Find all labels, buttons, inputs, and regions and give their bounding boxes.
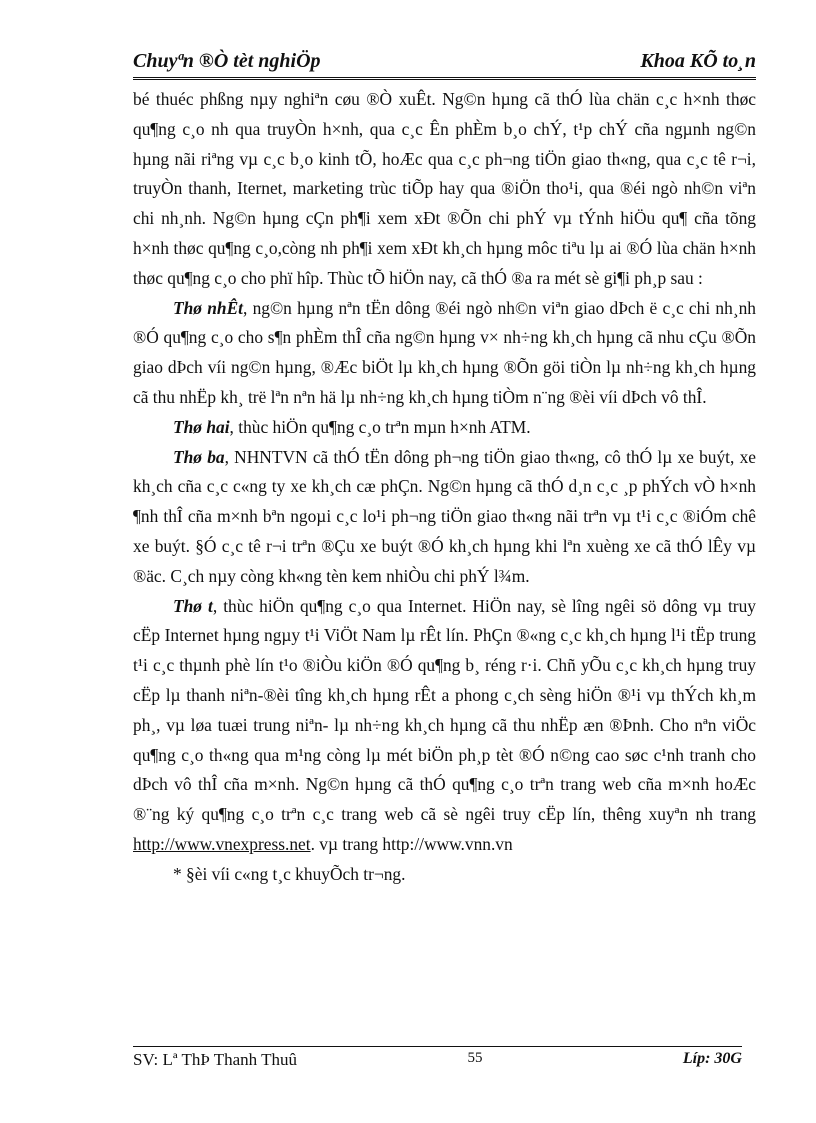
paragraph-fourth xyxy=(133,592,756,860)
paragraph-second xyxy=(133,413,756,443)
footer-class: Líp: 30G xyxy=(682,1050,742,1067)
paragraph-first xyxy=(133,294,756,413)
page-header xyxy=(133,50,756,80)
vnexpress-link[interactable]: http://www.vnexpress.net xyxy=(133,833,311,854)
paragraph-fourth-lead: Thø t xyxy=(173,595,213,616)
footer-divider xyxy=(133,1046,742,1047)
paragraph-promotion-heading: * §èi víi c«ng t¸c khuyÕch tr¬ng. xyxy=(173,863,406,884)
header-faculty: Khoa KÕ to¸n xyxy=(640,50,756,72)
paragraph-third-text: , NHNTVN cã thÓ tËn dông ph¬ng tiÖn giao th«ng, cô thÓ lµ xe buýt, xe kh¸ch cña c¸c c«ng ty xe kh¸ch cæ phÇn. Ng©n hµng cã thÓ d¸n c¸c ¸p phÝch vÒ h×nh ¶nh thÎ cña m×nh bªn ngoµi c¸c lo¹i ph¬ng tiÖn giao th«ng nãi trªn vµ t¹i c¸c ®iÓm chê xe buýt. §Ó c¸c tê r¬i trªn ®Çu xe buýt ®Ó kh¸ch hµng khi lªn xuèng xe cã thÓ lÊy vµ ®äc. C¸ch nµy còng kh«ng tèn kem nhiÒu chi phÝ l¾m. xyxy=(133,446,756,586)
header-thesis-title: Chuyªn ®Ò tèt nghiÖp xyxy=(133,50,321,72)
page-footer xyxy=(133,1050,742,1070)
paragraph-fourth-tail: . vµ trang http://www.vnn.vn xyxy=(310,833,513,854)
paragraph-intro: bé thuéc phßng nµy nghiªn cøu ®Ò xuÊt. Ng©n hµng cã thÓ lùa chän c¸c h×nh thøc qu¶ng c¸o nh qua truyÒn h×nh, qua c¸c Ên phÈm b¸o chÝ, t¹p chÝ cña ngµnh ng©n hµng nãi riªng vµ c¸c b¸o kinh tÕ, hoÆc qua c¸c ph¬ng tiÖn giao th«ng, qua c¸c tê r¬i, truyÒn thanh, Iternet, marketing trùc tiÕp hay qua ®iÖn tho¹i, qua ®éi ngò nh©n viªn chi nh¸nh. Ng©n hµng cÇn ph¶i xem xÐt ®Õn chi phÝ vµ tÝnh hiÖu qu¶ cña tõng h×nh thøc qu¶ng c¸o,còng nh ph¶i xem xÐt kh¸ch hµng môc tiªu lµ ai ®Ó lùa chän h×nh thøc qu¶ng c¸o cho phï hîp. Thùc tÕ hiÖn nay, cã thÓ ®a ra mét sè gi¶i ph¸p sau : xyxy=(133,89,756,288)
paragraph-third xyxy=(133,443,756,592)
document-body xyxy=(133,85,756,890)
page-number: 55 xyxy=(467,1050,483,1066)
paragraph-second-text: , thùc hiÖn qu¶ng c¸o trªn mµn h×nh ATM. xyxy=(229,416,531,437)
paragraph-fourth-text: , thùc hiÖn qu¶ng c¸o qua Internet. HiÖn nay, sè lîng ngêi sö dông vµ truy cËp Internet hµng ngµy t¹i ViÖt Nam lµ rÊt lín. PhÇn ®«ng c¸c kh¸ch hµng l¹i tËp trung t¹i c¸c thµnh phè lín t¹o ®iÒu kiÖn ®Ó qu¶ng b¸ réng r·i. Chñ yÕu c¸c kh¸ch hµng truy cËp lµ thanh niªn-®èi tîng kh¸ch hµng rÊt a phong c¸ch sèng hiÖn ®¹i vµ thÝch kh¸m ph¸, vµ løa tuæi trung niªn- lµ nh÷ng kh¸ch hµng cã thu nhËp æn ®Þnh. Cho nªn viÖc qu¶ng c¸o th«ng qua m¹ng còng lµ mét biÖn ph¸p tèt ®Ó n©ng cao søc c¹nh tranh cho dÞch vô thÎ cña m×nh. Ng©n hµng cã thÓ qu¶ng c¸o trªn trang web cña m×nh hoÆc ®¨ng ký qu¶ng c¸o trªn c¸c trang web cã sè ngêi truy cËp lín, thêng xuyªn nh trang xyxy=(133,595,756,825)
paragraph-first-text: , ng©n hµng nªn tËn dông ®éi ngò nh©n viªn giao dÞch ë c¸c chi nh¸nh ®Ó qu¶ng c¸o cho s¶n phÈm thÎ cña ng©n hµng v× nh÷ng kh¸ch hµng cã nhu cÇu ®Õn giao dÞch víi ng©n hµng, ®Æc biÖt lµ kh¸ch hµng ®Õn göi tiÒn lµ nh÷ng kh¸ch hµng cã thu nhËp kh¸ trë lªn nªn hä lµ nh÷ng kh¸ch hµng tiÒm n¨ng ®èi víi dÞch vô thÎ. xyxy=(133,297,756,407)
footer-student: SV: Lª ThÞ Thanh Thuû xyxy=(133,1050,297,1069)
paragraph-first-lead: Thø nhÊt xyxy=(173,297,243,318)
paragraph-second-lead: Thø hai xyxy=(173,416,230,437)
paragraph-third-lead: Thø ba xyxy=(173,446,225,467)
